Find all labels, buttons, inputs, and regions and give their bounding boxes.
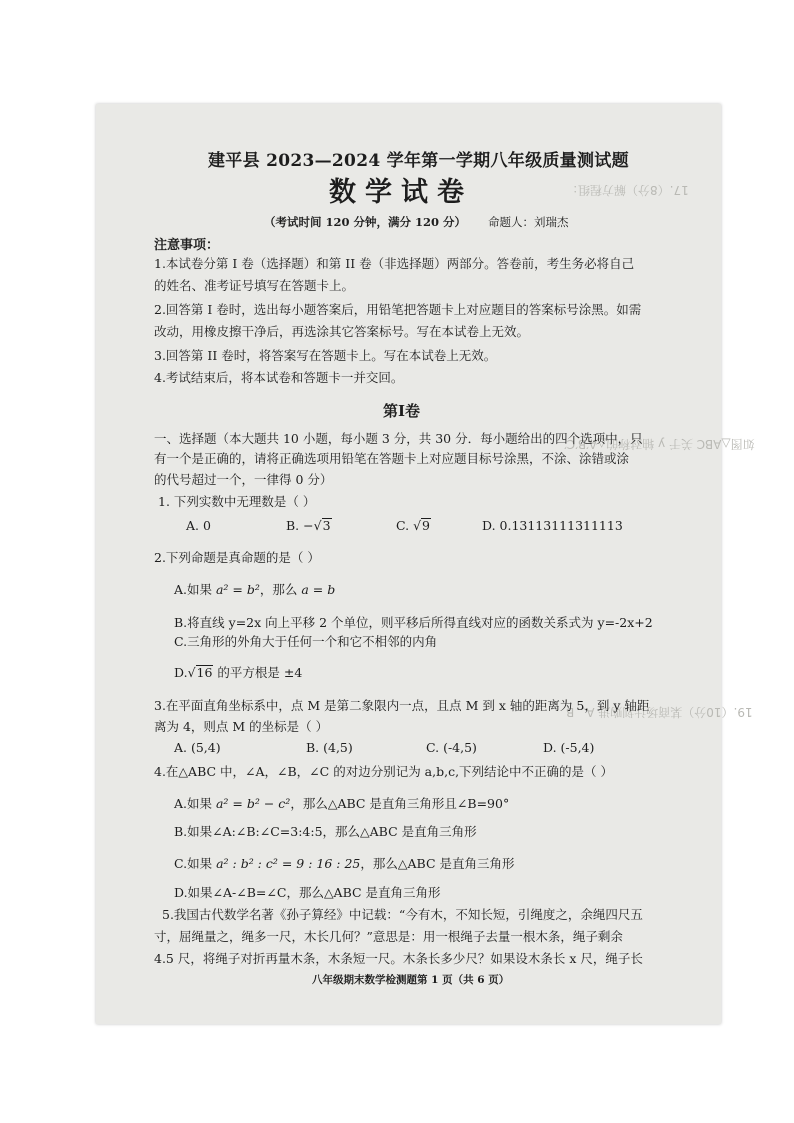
section-instructions: 一、选择题（本大题共 10 小题，每小题 3 分，共 30 分．每小题给出的四个选项中，只 <box>154 431 643 446</box>
q2-option-a-math: a² = b² <box>215 582 260 597</box>
section-instructions: 的代号超过一个，一律得 0 分） <box>154 472 333 487</box>
q4-option-c-suffix: ，那么△ABC 是直角三角形 <box>360 856 515 871</box>
q2-option-a-mid: ，那么 <box>259 582 302 597</box>
notice-line: 的姓名、准考证号填写在答题卡上。 <box>154 278 355 293</box>
exam-author: 命题人：刘瑞杰 <box>488 215 569 229</box>
q2-option-b: B.将直线 y=2x 向上平移 2 个单位，则平移后所得直线对应的函数关系式为 y=-2x+2 <box>174 615 653 630</box>
sqrt-icon: √ <box>187 665 196 680</box>
q3-option-d: D. (-5,4) <box>543 740 595 755</box>
q2-option-a <box>174 580 335 598</box>
q2-option-a-prefix: A.如果 <box>174 582 216 597</box>
notice-line: 改动，用橡皮擦干净后，再选涂其它答案标号。写在本试卷上无效。 <box>154 324 530 339</box>
exam-info <box>264 214 569 230</box>
page-footer: 八年级期末数学检测题第 1 页（共 6 页） <box>312 974 510 986</box>
q1-option-b-radicand: 3 <box>322 518 331 533</box>
notice-line: 3.回答第 II 卷时，将答案写在答题卡上。写在本试卷上无效。 <box>154 348 497 363</box>
q4-option-a-math: a² = b² − c² <box>215 796 291 811</box>
exam-title: 建平县 2023—2024 学年第一学期八年级质量测试题 <box>208 151 629 171</box>
q1-option-c <box>396 518 431 533</box>
question-5-stem: 5.我国古代数学名著《孙子算经》中记载：“今有木，不知长短，引绳度之，余绳四尺五 <box>162 907 643 922</box>
q4-option-a-prefix: A.如果 <box>174 796 216 811</box>
sqrt-icon: √ <box>413 518 422 533</box>
q2-option-d-radicand: 16 <box>196 665 213 680</box>
q1-option-b <box>286 518 332 533</box>
q2-option-d-prefix: D. <box>174 665 188 680</box>
subject-title: 数学试卷 <box>329 177 473 208</box>
question-5-stem: 寸，屈绳量之，绳多一尺，木长几何？”意思是：用一根绳子去量一根木条，绳子剩余 <box>154 929 623 944</box>
part-one-title: 第I卷 <box>383 402 421 420</box>
exam-time-score: （考试时间 120 分钟，满分 120 分） <box>264 215 467 229</box>
q4-option-b: B.如果∠A:∠B:∠C=3:4:5，那么△ABC 是直角三角形 <box>174 824 477 839</box>
bleed-through-text: 17.（8分）解方程组： <box>566 183 689 197</box>
notice-line: 4.考试结束后，将本试卷和答题卡一并交回。 <box>154 370 404 385</box>
notice-line: 1.本试卷分第 I 卷（选择题）和第 II 卷（非选择题）两部分。答卷前，考生务必将自己 <box>154 256 635 271</box>
question-2-stem: 2.下列命题是真命题的是（ ） <box>154 550 320 565</box>
question-4-stem: 4.在△ABC 中，∠A，∠B，∠C 的对边分别记为 a,b,c,下列结论中不正确的是（ ） <box>154 764 614 779</box>
q2-option-d <box>174 663 302 681</box>
question-3-stem: 离为 4，则点 M 的坐标是（ ） <box>154 719 329 734</box>
sqrt-icon: √ <box>313 518 322 533</box>
bleed-through-text: 如图△ABC 关于 y 轴对称的△A′B′C′ <box>564 437 755 451</box>
q4-option-c-prefix: C.如果 <box>174 856 217 871</box>
q4-option-d: D.如果∠A-∠B=∠C，那么△ABC 是直角三角形 <box>174 885 441 900</box>
section-instructions: 有一个是正确的，请将正确选项用铅笔在答题卡上对应题目标号涂黑，不涂、涂错或涂 <box>154 451 630 466</box>
q2-option-d-suffix: 的平方根是 ±4 <box>213 665 303 680</box>
q1-option-d: D. 0.13113111311113 <box>482 518 623 533</box>
q4-option-c-math: a² : b² : c² = 9 : 16 : 25 <box>216 856 361 871</box>
q1-option-c-prefix: C. <box>396 518 414 533</box>
bleed-through-text: 19.（10分）某商场计划购进 A、B <box>566 705 753 719</box>
q3-option-b: B. (4,5) <box>306 740 353 755</box>
question-3-stem: 3.在平面直角坐标系中，点 M 是第二象限内一点，且点 M 到 x 轴的距离为 5，到 y 轴距 <box>154 698 650 713</box>
question-1-stem: 1. 下列实数中无理数是（ ） <box>158 494 316 509</box>
q1-option-c-radicand: 9 <box>422 518 430 533</box>
q1-option-b-prefix: B. − <box>286 518 314 533</box>
q1-option-a: A. 0 <box>186 518 211 533</box>
question-5-stem: 4.5 尺，将绳子对折再量木条，木条短一尺。木条长多少尺？如果设木条长 x 尺，绳子长 <box>154 951 643 966</box>
notice-heading: 注意事项： <box>154 238 220 253</box>
q3-option-a: A. (5,4) <box>174 740 221 755</box>
q4-option-c <box>174 854 515 872</box>
notice-line: 2.回答第 I 卷时，选出每小题答案后，用铅笔把答题卡上对应题目的答案标号涂黑。如需 <box>154 302 642 317</box>
q4-option-a-suffix: ，那么△ABC 是直角三角形且∠B=90° <box>290 796 510 811</box>
exam-paper <box>96 104 755 1024</box>
q2-option-a-math2: a = b <box>301 582 336 597</box>
q2-option-c: C.三角形的外角大于任何一个和它不相邻的内角 <box>174 634 438 649</box>
q3-option-c: C. (-4,5) <box>426 740 477 755</box>
q4-option-a <box>174 794 509 812</box>
